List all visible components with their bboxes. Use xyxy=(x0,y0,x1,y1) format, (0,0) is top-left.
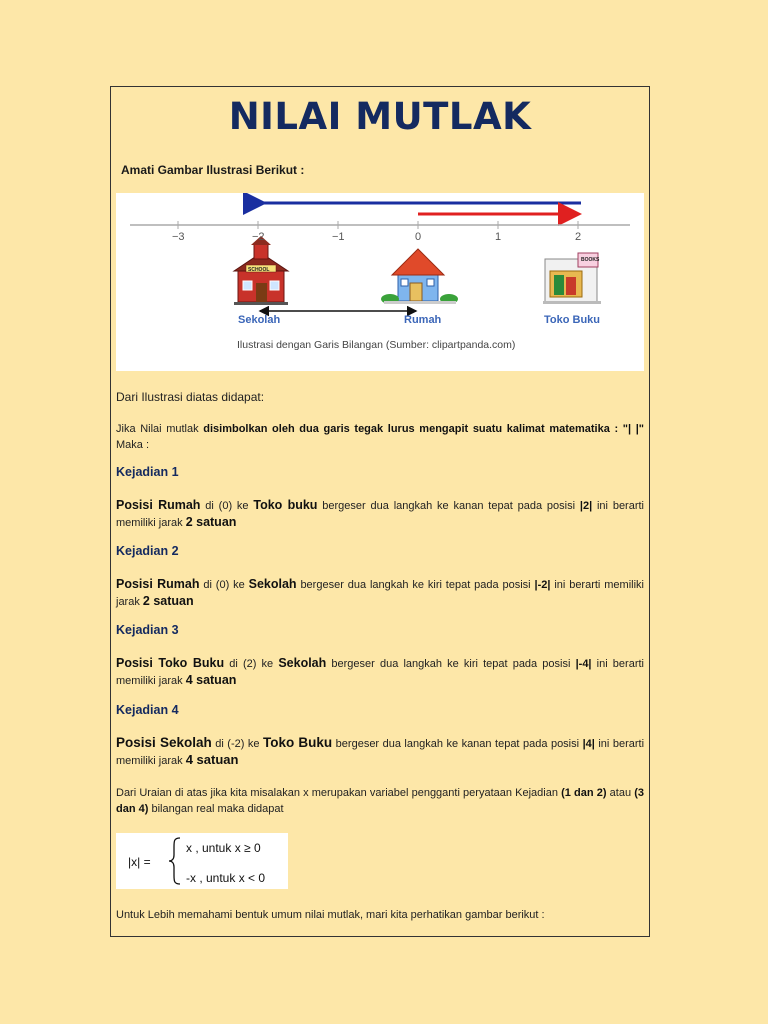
event-subject: Posisi Sekolah xyxy=(116,735,212,750)
event-heading: Kejadian 3 xyxy=(116,623,179,637)
event-target: Toko Buku xyxy=(263,735,333,750)
intro-text: Amati Gambar Ilustrasi Berikut : xyxy=(121,163,305,177)
closing-text: Untuk Lebih memahami bentuk umum nilai mutlak, mari kita perhatikan gambar berikut : xyxy=(116,909,545,921)
event-from: di (2) ke xyxy=(224,658,279,670)
summary-post: bilangan real maka didapat xyxy=(148,803,284,815)
event-distance: 2 satuan xyxy=(142,594,194,608)
summary-case-b: (3 dan 4) xyxy=(116,787,644,815)
event-from: di (0) ke xyxy=(200,500,254,512)
event-position: |4| xyxy=(582,738,595,750)
event-target: Sekolah xyxy=(248,577,297,591)
event-text xyxy=(116,497,644,531)
event-target: Sekolah xyxy=(278,656,327,670)
house-icon xyxy=(381,249,458,304)
event-means: ini berarti memiliki jarak xyxy=(116,579,644,608)
event-heading: Kejadian 1 xyxy=(116,465,179,479)
left-brace-icon xyxy=(166,835,186,887)
event-distance: 2 satuan xyxy=(185,515,237,529)
tick-label: 2 xyxy=(575,231,582,243)
label-toko-buku: Toko Buku xyxy=(544,314,601,326)
page-title: NILAI MUTLAK xyxy=(228,95,532,138)
tick-label: −3 xyxy=(172,231,185,243)
tick-label: −2 xyxy=(252,231,265,243)
tick-label: 0 xyxy=(415,231,422,243)
event-means: ini berarti memiliki jarak xyxy=(116,658,644,687)
obtained-text: Dari Ilustrasi diatas didapat: xyxy=(116,390,265,404)
formula-case-positive: x , untuk x ≥ 0 xyxy=(186,841,261,855)
school-sign: SCHOOL xyxy=(248,267,270,273)
event-subject: Posisi Toko Buku xyxy=(116,656,225,670)
event-text xyxy=(116,655,644,689)
event-move: bergeser dua langkah ke kiri tepat pada posisi xyxy=(326,658,576,670)
number-line-illustration xyxy=(116,193,644,371)
event-subject: Posisi Rumah xyxy=(116,498,201,512)
event-position: |2| xyxy=(579,500,593,512)
definition-pre: Jika Nilai mutlak xyxy=(116,423,204,435)
absolute-value-formula xyxy=(116,833,288,889)
tick-label: −1 xyxy=(332,231,345,243)
event-means: ini berarti memiliki jarak xyxy=(116,500,645,529)
shop-sign: BOOKS xyxy=(581,257,600,263)
definition-bold: disimbolkan oleh dua garis tegak lurus mengapit suatu kalimat matematika : "| |" xyxy=(203,423,644,435)
event-move: bergeser dua langkah ke kanan tepat pada posisi xyxy=(317,500,580,512)
event-position: |-2| xyxy=(534,579,551,591)
formula-case-negative: -x , untuk x < 0 xyxy=(186,871,266,885)
summary-case-a: (1 dan 2) xyxy=(561,787,607,799)
definition-post: Maka : xyxy=(116,439,150,451)
label-sekolah: Sekolah xyxy=(238,314,281,326)
event-heading: Kejadian 4 xyxy=(116,703,179,717)
summary-text xyxy=(116,785,644,817)
tick-label: 1 xyxy=(495,231,502,243)
event-distance: 4 satuan xyxy=(185,752,239,767)
event-heading: Kejadian 2 xyxy=(116,544,179,558)
label-rumah: Rumah xyxy=(404,314,442,326)
event-distance: 4 satuan xyxy=(185,673,237,687)
event-move: bergeser dua langkah ke kiri tepat pada posisi xyxy=(296,579,535,591)
event-move: bergeser dua langkah ke kanan tepat pada posisi xyxy=(332,738,583,750)
event-from: di (-2) ke xyxy=(211,738,263,750)
event-target: Toko buku xyxy=(253,498,318,512)
event-means: ini berarti memiliki jarak xyxy=(116,738,645,767)
document-page xyxy=(110,86,650,937)
summary-mid: atau xyxy=(606,787,635,799)
formula-lhs: |x| = xyxy=(128,855,151,869)
definition-text xyxy=(116,421,644,453)
event-position: |-4| xyxy=(575,658,592,670)
event-from: di (0) ke xyxy=(199,579,249,591)
event-subject: Posisi Rumah xyxy=(116,577,200,591)
summary-pre: Dari Uraian di atas jika kita misalakan x merupakan variabel pengganti peryataan Kejadian xyxy=(116,787,562,799)
figure-caption: Ilustrasi dengan Garis Bilangan (Sumber: clipartpanda.com) xyxy=(237,339,516,351)
event-text xyxy=(116,576,644,610)
event-text xyxy=(116,735,644,769)
